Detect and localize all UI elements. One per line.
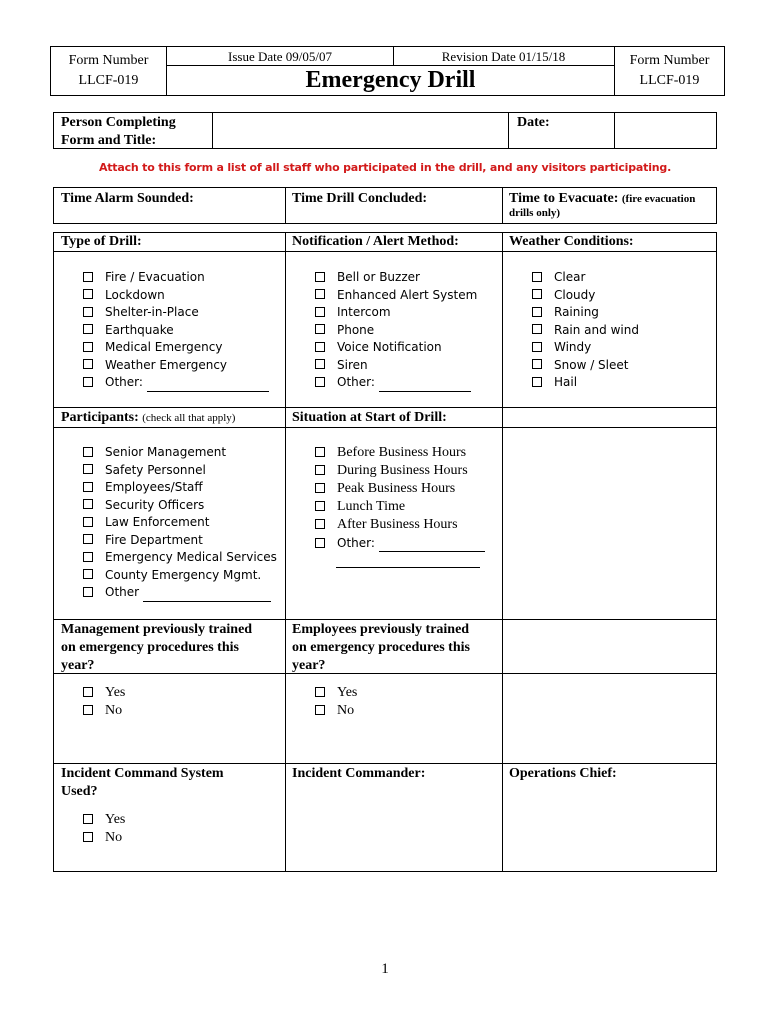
- list-item[interactable]: Before Business Hours: [315, 444, 485, 462]
- checkbox[interactable]: [315, 272, 325, 282]
- situation-list: [315, 444, 485, 552]
- notification-header: Notification / Alert Method:: [292, 234, 459, 249]
- evacuate-note: drills only): [509, 207, 561, 219]
- mgmt-trained-header: Management previously trained on emergency procedures this year?: [61, 622, 253, 673]
- other-blank[interactable]: [379, 379, 471, 392]
- list-item[interactable]: Cloudy: [532, 287, 639, 305]
- notification-list: [315, 269, 477, 392]
- person-field[interactable]: [214, 113, 507, 148]
- checkbox[interactable]: [532, 377, 542, 387]
- emp-trained-options: [315, 684, 357, 720]
- issue-date: Issue Date 09/05/07: [167, 47, 394, 66]
- checkbox[interactable]: [532, 307, 542, 317]
- checkbox[interactable]: [83, 342, 93, 352]
- form-number-label: Form Number: [68, 53, 149, 68]
- other-blank[interactable]: [143, 589, 271, 602]
- checkbox[interactable]: [315, 538, 325, 548]
- list-item[interactable]: Yes: [83, 684, 125, 702]
- participants-header: Participants: (check all that apply): [61, 410, 236, 425]
- page-number: 1: [381, 961, 389, 977]
- list-item[interactable]: Voice Notification: [315, 339, 477, 357]
- commander-header: Incident Commander:: [292, 766, 426, 781]
- list-item[interactable]: After Business Hours: [315, 516, 485, 534]
- person-label: Person Completing Form and Title:: [61, 115, 176, 148]
- weather-header: Weather Conditions:: [509, 234, 634, 249]
- list-item[interactable]: Other: [83, 584, 277, 602]
- date-field[interactable]: [616, 113, 716, 148]
- checkbox[interactable]: [315, 447, 325, 457]
- list-item[interactable]: Other:: [83, 374, 269, 392]
- ics-header: Incident Command System Used?: [61, 766, 224, 799]
- checkbox[interactable]: [83, 482, 93, 492]
- ics-options: [83, 811, 125, 847]
- checkbox[interactable]: [315, 465, 325, 475]
- checkbox[interactable]: [532, 272, 542, 282]
- list-item[interactable]: Law Enforcement: [83, 514, 277, 532]
- list-item[interactable]: Yes: [315, 684, 357, 702]
- checkbox[interactable]: [83, 499, 93, 509]
- drill-type-list: [83, 269, 269, 392]
- checkbox[interactable]: [83, 324, 93, 334]
- list-item[interactable]: Safety Personnel: [83, 462, 277, 480]
- list-item[interactable]: Bell or Buzzer: [315, 269, 477, 287]
- checkbox[interactable]: [315, 307, 325, 317]
- form-number-value: LLCF-019: [639, 73, 700, 88]
- list-item[interactable]: No: [83, 702, 125, 720]
- participants-list: [83, 444, 277, 602]
- checkbox[interactable]: [83, 832, 93, 842]
- list-item[interactable]: Senior Management: [83, 444, 277, 462]
- list-item[interactable]: Intercom: [315, 304, 477, 322]
- page-title: Emergency Drill: [305, 67, 476, 93]
- checkbox[interactable]: [315, 324, 325, 334]
- list-item[interactable]: Siren: [315, 357, 477, 375]
- list-item[interactable]: Rain and wind: [532, 322, 639, 340]
- list-item[interactable]: No: [83, 829, 125, 847]
- list-item[interactable]: Yes: [83, 811, 125, 829]
- list-item[interactable]: County Emergency Mgmt.: [83, 567, 277, 585]
- other-blank[interactable]: [379, 539, 485, 552]
- list-item[interactable]: Fire Department: [83, 532, 277, 550]
- date-label: Date:: [517, 115, 550, 130]
- checkbox[interactable]: [83, 587, 93, 597]
- list-item[interactable]: Shelter-in-Place: [83, 304, 269, 322]
- list-item[interactable]: Medical Emergency: [83, 339, 269, 357]
- checkbox[interactable]: [315, 342, 325, 352]
- list-item[interactable]: Phone: [315, 322, 477, 340]
- times-row: [53, 187, 717, 224]
- checkbox[interactable]: [532, 359, 542, 369]
- weather-list: [532, 269, 639, 392]
- alarm-label: Time Alarm Sounded:: [61, 191, 194, 206]
- checkbox[interactable]: [83, 464, 93, 474]
- list-item[interactable]: Hail: [532, 374, 639, 392]
- form-number-right: [614, 46, 725, 96]
- other-blank[interactable]: [147, 379, 269, 392]
- checkbox[interactable]: [315, 377, 325, 387]
- checkbox[interactable]: [315, 687, 325, 697]
- evacuate-label: Time to Evacuate: (fire evacuation: [509, 191, 696, 206]
- list-item[interactable]: Earthquake: [83, 322, 269, 340]
- list-item[interactable]: Security Officers: [83, 497, 277, 515]
- situation-header: Situation at Start of Drill:: [292, 410, 447, 425]
- checkbox[interactable]: [83, 447, 93, 457]
- checkbox[interactable]: [83, 272, 93, 282]
- list-item[interactable]: Raining: [532, 304, 639, 322]
- emp-trained-header: Employees previously trained on emergency procedures this year?: [292, 622, 470, 673]
- list-item[interactable]: Fire / Evacuation: [83, 269, 269, 287]
- checkbox[interactable]: [315, 289, 325, 299]
- checkbox[interactable]: [532, 289, 542, 299]
- checkbox[interactable]: [315, 705, 325, 715]
- list-item[interactable]: Other:: [315, 374, 477, 392]
- checkbox[interactable]: [83, 289, 93, 299]
- checkbox[interactable]: [315, 483, 325, 493]
- list-item[interactable]: Employees/Staff: [83, 479, 277, 497]
- form-number-value: LLCF-019: [78, 73, 139, 88]
- checkbox[interactable]: [532, 342, 542, 352]
- list-item[interactable]: Lockdown: [83, 287, 269, 305]
- concluded-label: Time Drill Concluded:: [292, 191, 428, 206]
- checkbox[interactable]: [315, 359, 325, 369]
- checkbox[interactable]: [83, 814, 93, 824]
- form-number-left: [50, 46, 167, 96]
- list-item[interactable]: Other:: [315, 534, 485, 552]
- checkbox[interactable]: [83, 705, 93, 715]
- checkbox[interactable]: [532, 324, 542, 334]
- list-item[interactable]: Emergency Medical Services: [83, 549, 277, 567]
- checkbox[interactable]: [83, 377, 93, 387]
- checkbox[interactable]: [315, 501, 325, 511]
- checkbox[interactable]: [83, 552, 93, 562]
- revision-date: Revision Date 01/15/18: [393, 47, 614, 66]
- title-block: [166, 46, 615, 96]
- form-number-label: Form Number: [629, 53, 710, 68]
- checkbox[interactable]: [83, 687, 93, 697]
- situation-other-line[interactable]: [336, 567, 480, 568]
- checkbox[interactable]: [83, 307, 93, 317]
- list-item[interactable]: Lunch Time: [315, 498, 485, 516]
- list-item[interactable]: Weather Emergency: [83, 357, 269, 375]
- list-item[interactable]: Windy: [532, 339, 639, 357]
- checkbox[interactable]: [83, 534, 93, 544]
- list-item[interactable]: Enhanced Alert System: [315, 287, 477, 305]
- checkbox[interactable]: [315, 519, 325, 529]
- checkbox[interactable]: [83, 569, 93, 579]
- drill-type-header: Type of Drill:: [61, 234, 142, 249]
- checkbox[interactable]: [83, 517, 93, 527]
- list-item[interactable]: Clear: [532, 269, 639, 287]
- list-item[interactable]: Peak Business Hours: [315, 480, 485, 498]
- attach-note: Attach to this form a list of all staff who participated in the drill, and any visitors participating.: [98, 161, 672, 174]
- mgmt-trained-options: [83, 684, 125, 720]
- list-item[interactable]: Snow / Sleet: [532, 357, 639, 375]
- list-item[interactable]: During Business Hours: [315, 462, 485, 480]
- ops-chief-header: Operations Chief:: [509, 766, 617, 781]
- person-row: [53, 112, 717, 149]
- checkbox[interactable]: [83, 359, 93, 369]
- list-item[interactable]: No: [315, 702, 357, 720]
